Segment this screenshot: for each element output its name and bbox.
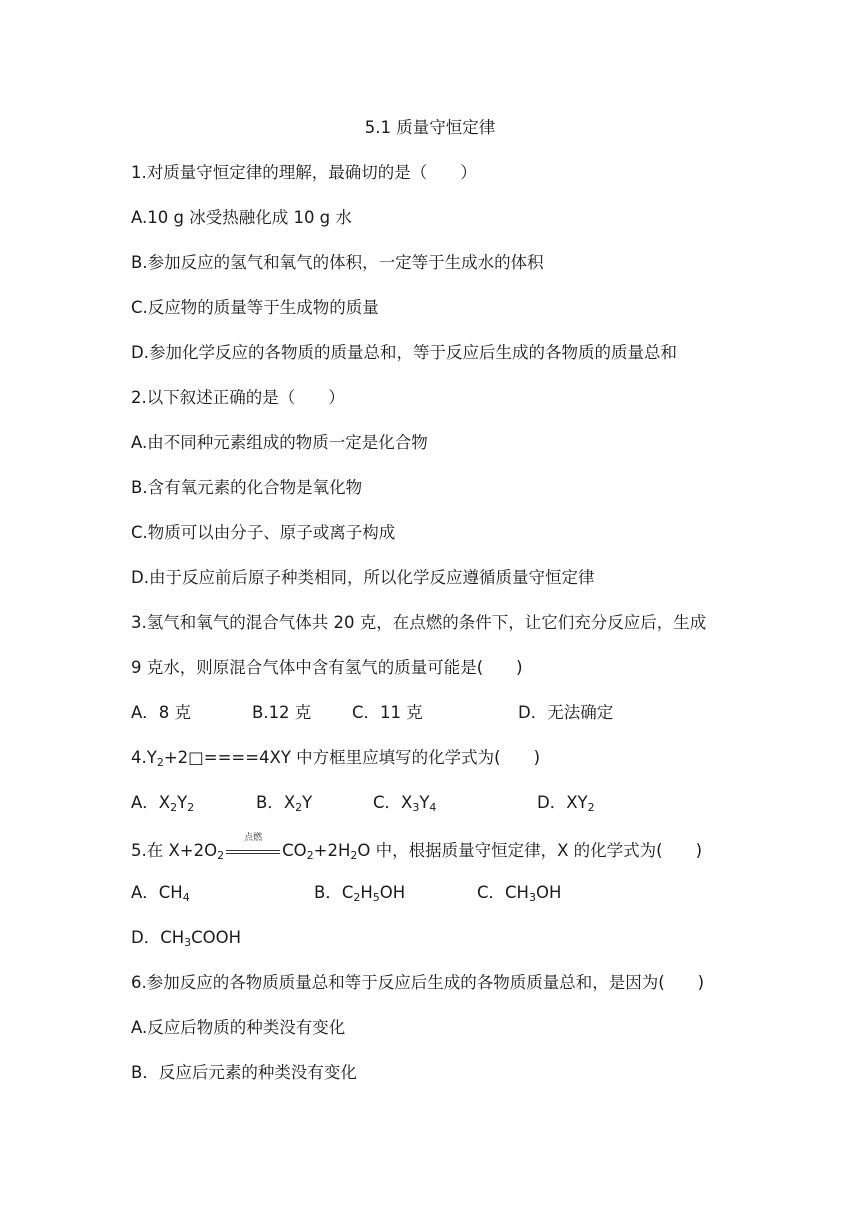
- subscript: 2: [156, 756, 164, 769]
- question-4-options: [131, 792, 731, 814]
- question-4-stem-part: +2□====4XY 中方框里应填写的化学式为( ): [163, 748, 541, 767]
- question-6-option-b: B．反应后元素的种类没有变化: [131, 1063, 357, 1082]
- question-4-option-d: D．$XY_2$: [537, 793, 595, 814]
- question-6-option-a: A.反应后物质的种类没有变化: [131, 1018, 346, 1037]
- page-title: 5.1 质量守恒定律: [364, 118, 496, 137]
- question-3-option-a: A．8 克: [131, 703, 192, 722]
- question-1-option-c: C.反应物的质量等于生成物的质量: [131, 298, 379, 317]
- reaction-condition-label: 点燃: [244, 833, 263, 843]
- question-3-option-d: D．无法确定: [518, 703, 614, 722]
- question-3-option-b: B.12 克: [252, 703, 312, 722]
- question-2-option-a: A.由不同种元素组成的物质一定是化合物: [131, 433, 428, 452]
- question-5-stem: 5.在 $X+2O_2$ 点燃 $CO_2+2H_2O$ 中，根据质量守恒定律，X 的化学式为( ): [131, 833, 703, 862]
- question-1-option-a: A.10 g 冰受热融化成 10 g 水: [131, 208, 352, 227]
- reaction-condition-equals-sign: [224, 833, 282, 862]
- question-4-stem: [131, 747, 540, 769]
- question-5-options-row: [131, 882, 731, 904]
- question-3-options: [131, 702, 731, 724]
- question-4-option-a: A．$X_2Y_2$: [131, 793, 195, 814]
- question-5-option-b: B．$C_2H_5OH$: [314, 883, 406, 904]
- question-1-option-b: B.参加反应的氢气和氧气的体积，一定等于生成水的体积: [131, 253, 544, 272]
- question-4-option-c: C．$X_3Y_4$: [373, 793, 437, 814]
- question-4-stem-part: 4.Y: [131, 748, 157, 767]
- question-2-option-b: B.含有氧元素的化合物是氧化物: [131, 478, 363, 497]
- question-4-option-b: B．$X_2Y$: [256, 793, 313, 814]
- question-2-option-c: C.物质可以由分子、原子或离子构成: [131, 523, 396, 542]
- question-3-stem-line-1: 3.氢气和氧气的混合气体共 20 克，在点燃的条件下，让它们充分反应后，生成: [131, 613, 707, 632]
- question-3-stem-line-2: 9 克水，则原混合气体中含有氢气的质量可能是( ): [131, 658, 523, 677]
- question-5-option-d: D．$CH_3COOH$: [131, 928, 242, 949]
- question-1-option-d: D.参加化学反应的各物质的质量总和，等于反应后生成的各物质的质量总和: [131, 343, 677, 362]
- question-2-stem: 2.以下叙述正确的是（ ）: [131, 388, 345, 407]
- question-1-stem: 1.对质量守恒定律的理解，最确切的是（ ）: [131, 163, 477, 182]
- question-3-option-c: C．11 克: [352, 703, 423, 722]
- question-5-option-c: C．$CH_3OH$: [477, 883, 562, 904]
- question-2-option-d: D.由于反应前后原子种类相同，所以化学反应遵循质量守恒定律: [131, 568, 595, 587]
- question-5-option-a: A．$CH_4$: [131, 883, 190, 904]
- question-6-stem: 6.参加反应的各物质质量总和等于反应后生成的各物质质量总和，是因为( ): [131, 973, 705, 992]
